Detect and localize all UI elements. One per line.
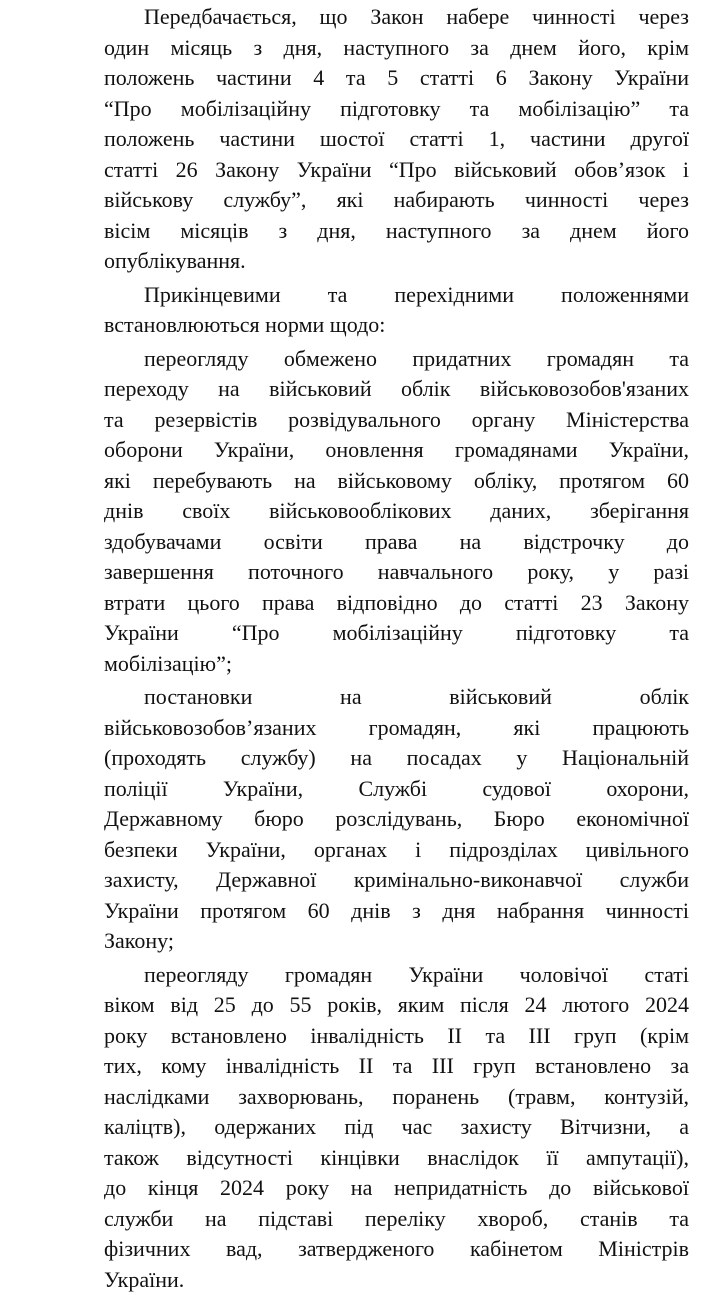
text-line: також відсутності кінцівки внаслідок її ампутації),: [104, 1143, 689, 1174]
text-line: військовозобов’язаних громадян, які працюють: [104, 713, 689, 744]
text-line: України протягом 60 днів з дня набрання чинності: [104, 896, 689, 927]
text-line: положень частини 4 та 5 статті 6 Закону України: [104, 63, 689, 94]
text-line: постановки на військовий облік: [104, 682, 689, 713]
text-line: “Про мобілізаційну підготовку та мобілізацію” та: [104, 94, 689, 125]
text-line: опублікування.: [104, 246, 689, 277]
text-line: вісім місяців з дня, наступного за днем його: [104, 216, 689, 247]
text-line: безпеки України, органах і підрозділах цивільного: [104, 835, 689, 866]
text-line: Державному бюро розслідувань, Бюро економічної: [104, 804, 689, 835]
text-line: Прикінцевими та перехідними положеннями: [104, 280, 689, 311]
paragraph-entry-into-force: [104, 2, 689, 277]
text-line: поліції України, Службі судової охорони,: [104, 774, 689, 805]
text-line: положень частини шостої статті 1, частини другої: [104, 124, 689, 155]
text-line: захисту, Державної кримінально-виконавчої служби: [104, 865, 689, 896]
text-line: служби на підставі переліку хвороб, станів та: [104, 1204, 689, 1235]
text-line: завершення поточного навчального року, у разі: [104, 557, 689, 588]
text-line: оборони України, оновлення громадянами України,: [104, 435, 689, 466]
text-line: фізичних вад, затвердженого кабінетом Міністрів: [104, 1234, 689, 1265]
text-line: мобілізацію”;: [104, 649, 689, 680]
text-line: переходу на військовий облік військовозобов'язаних: [104, 374, 689, 405]
text-line: тих, кому інвалідність ІІ та ІІІ груп встановлено за: [104, 1051, 689, 1082]
text-line: переогляду громадян України чоловічої статі: [104, 960, 689, 991]
document-page: [0, 2, 724, 1282]
text-line: встановлюються норми щодо:: [104, 310, 689, 341]
text-line: наслідками захворювань, поранень (травм, контузій,: [104, 1082, 689, 1113]
text-line: до кінця 2024 року на непридатність до військової: [104, 1173, 689, 1204]
text-line: днів своїх військовооблікових даних, зберігання: [104, 496, 689, 527]
text-line: року встановлено інвалідність ІІ та ІІІ груп (крім: [104, 1021, 689, 1052]
paragraph-review-limited-fit: [104, 344, 689, 680]
text-line: один місяць з дня, наступного за днем його, крім: [104, 33, 689, 64]
text-line: статті 26 Закону України “Про військовий обов’язок і: [104, 155, 689, 186]
text-line: віком від 25 до 55 років, яким після 24 лютого 2024: [104, 990, 689, 1021]
text-line: військову службу”, які набирають чинності через: [104, 185, 689, 216]
text-line: України “Про мобілізаційну підготовку та: [104, 618, 689, 649]
text-line: які перебувають на військовому обліку, протягом 60: [104, 466, 689, 497]
text-line: втрати цього права відповідно до статті 23 Закону: [104, 588, 689, 619]
paragraph-military-registration: [104, 682, 689, 957]
text-line: України.: [104, 1265, 689, 1295]
paragraph-transitional-provisions: [104, 280, 689, 341]
text-line: здобувачами освіти права на відстрочку до: [104, 527, 689, 558]
text-line: та резервістів розвідувального органу Міністерства: [104, 405, 689, 436]
text-line: переогляду обмежено придатних громадян та: [104, 344, 689, 375]
text-line: каліцтв), одержаних під час захисту Вітчизни, а: [104, 1112, 689, 1143]
text-line: (проходять службу) на посадах у Національній: [104, 743, 689, 774]
paragraph-disability-review: [104, 960, 689, 1295]
text-line: Закону;: [104, 926, 689, 957]
text-line: Передбачається, що Закон набере чинності через: [104, 2, 689, 33]
